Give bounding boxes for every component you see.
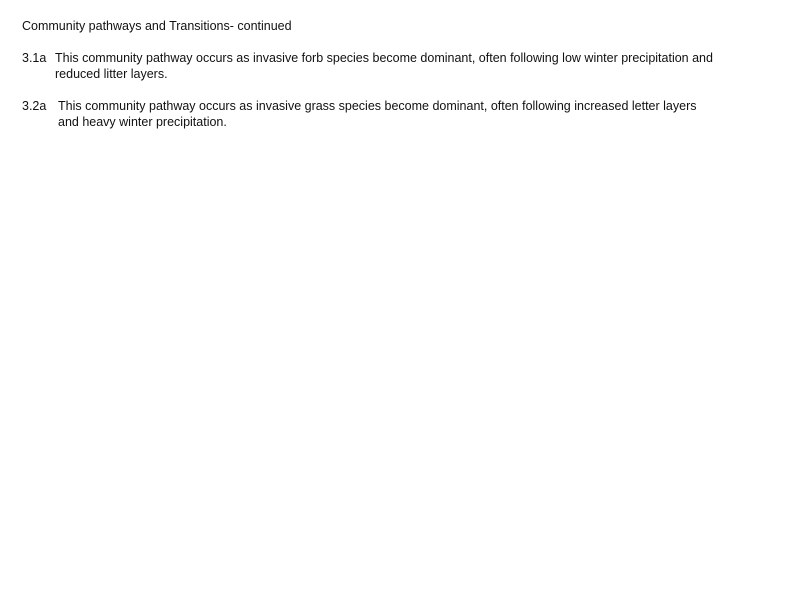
item-text: This community pathway occurs as invasive grass species become dominant, often following increased letter layers and heavy winter precipitation. (58, 99, 697, 129)
list-item-row (22, 98, 722, 130)
item-number: 3.2a (22, 99, 47, 113)
list-item (22, 50, 722, 82)
list-item-row (22, 50, 722, 82)
item-text: This community pathway occurs as invasive forb species become dominant, often following low winter precipitation and reduced litter layers. (55, 51, 713, 81)
item-number: 3.1a (22, 51, 47, 65)
list-item (22, 98, 722, 130)
page-title: Community pathways and Transitions- continued (22, 19, 292, 33)
